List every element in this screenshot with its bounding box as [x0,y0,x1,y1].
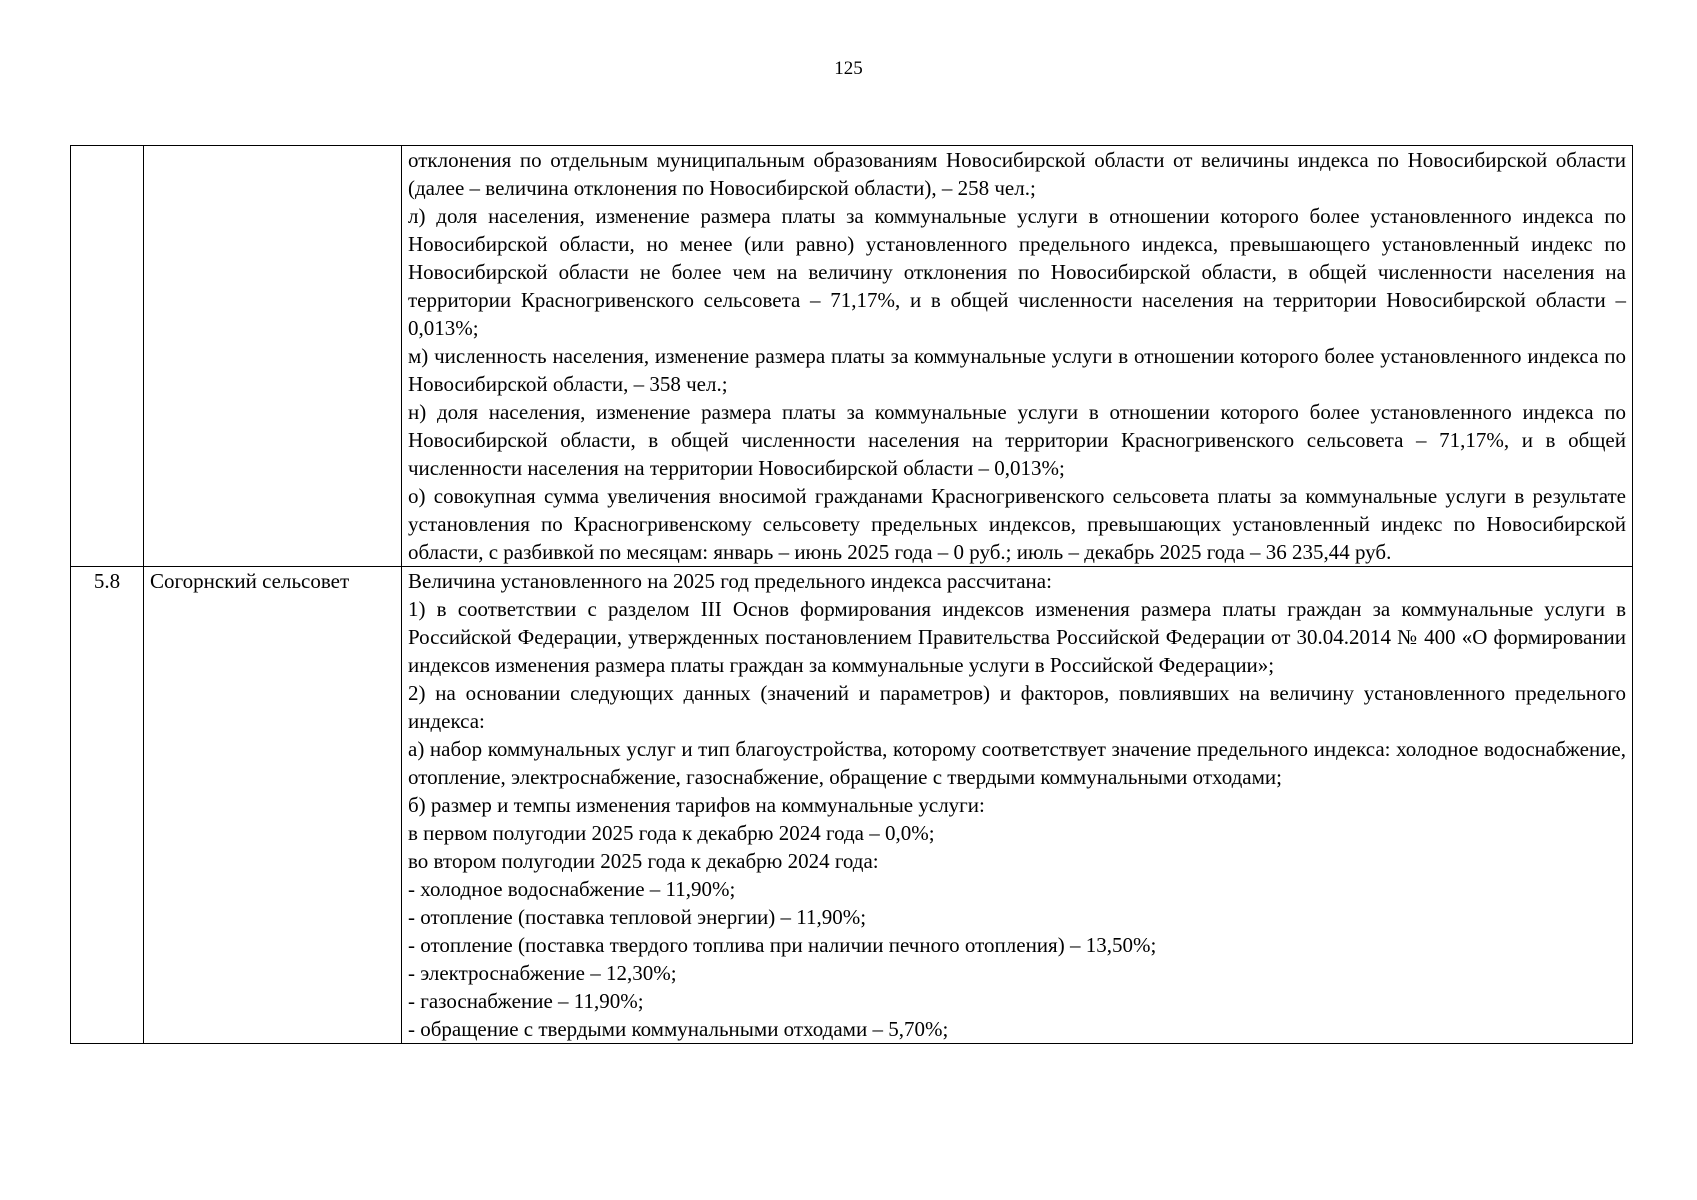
municipality-name-cell: Согорнский сельсовет [144,567,402,1044]
paragraph: м) численность населения, изменение размера платы за коммунальные услуги в отношении которого более установленного индекса по Новосибирской области, – 358 чел.; [408,344,1626,396]
table-row [71,567,1633,1044]
paragraph: а) набор коммунальных услуг и тип благоустройства, которому соответствует значение предельного индекса: холодное водоснабжение, отопление, электроснабжение, газоснабжение, обращение с твердыми коммунальными отходами; [408,737,1626,789]
list-item: - отопление (поставка тепловой энергии) – 11,90%; [408,905,867,929]
description-cell [402,567,1633,1044]
paragraph: в первом полугодии 2025 года к декабрю 2024 года – 0,0%; [408,821,935,845]
list-item: - холодное водоснабжение – 11,90%; [408,877,736,901]
document-table [70,145,1633,1044]
row-number-cell [71,146,144,567]
paragraph: 1) в соответствии с разделом III Основ формирования индексов изменения размера платы граждан за коммунальные услуги в Российской Федерации, утвержденных постановлением Правительства Российской Федерации от 30.04.2014 № 400 «О формировании индексов изменения размера платы граждан за коммунальные услуги в Российской Федерации»; [408,597,1626,677]
list-item: - отопление (поставка твердого топлива при наличии печного отопления) – 13,50%; [408,933,1157,957]
paragraph: Величина установленного на 2025 год предельного индекса рассчитана: [408,569,1052,593]
paragraph: б) размер и темпы изменения тарифов на коммунальные услуги: [408,793,985,817]
list-item: - электроснабжение – 12,30%; [408,961,677,985]
paragraph: л) доля населения, изменение размера платы за коммунальные услуги в отношении которого более установленного индекса по Новосибирской области, но менее (или равно) установленного предельного индекса, превышающего установленный индекс по Новосибирской области не более чем на величину отклонения по Новосибирской области, в общей численности населения на территории Красногривенского сельсовета – 71,17%, и в общей численности населения на территории Новосибирской области – 0,013%; [408,204,1626,340]
page-number: 125 [834,58,863,79]
table-row [71,146,1633,567]
row-number-cell: 5.8 [71,567,144,1044]
paragraph: отклонения по отдельным муниципальным образованиям Новосибирской области от величины индекса по Новосибирской области (далее – величина отклонения по Новосибирской области), – 258 чел.; [408,148,1626,200]
paragraph: 2) на основании следующих данных (значений и параметров) и факторов, повлиявших на величину установленного предельного индекса: [408,681,1626,733]
paragraph: во втором полугодии 2025 года к декабрю 2024 года: [408,849,879,873]
paragraph: о) совокупная сумма увеличения вносимой гражданами Красногривенского сельсовета платы за коммунальные услуги в результате установления по Красногривенскому сельсовету предельных индексов, превышающих установленный индекс по Новосибирской области, с разбивкой по месяцам: январь – июнь 2025 года – 0 руб.; июль – декабрь 2025 года – 36 235,44 руб. [408,484,1626,564]
list-item: - газоснабжение – 11,90%; [408,989,644,1013]
list-item: - обращение с твердыми коммунальными отходами – 5,70%; [408,1017,949,1041]
paragraph: н) доля населения, изменение размера платы за коммунальные услуги в отношении которого более установленного индекса по Новосибирской области, в общей численности населения на территории Красногривенского сельсовета – 71,17%, и в общей численности населения на территории Новосибирской области – 0,013%; [408,400,1626,480]
municipality-name-cell [144,146,402,567]
description-cell [402,146,1633,567]
